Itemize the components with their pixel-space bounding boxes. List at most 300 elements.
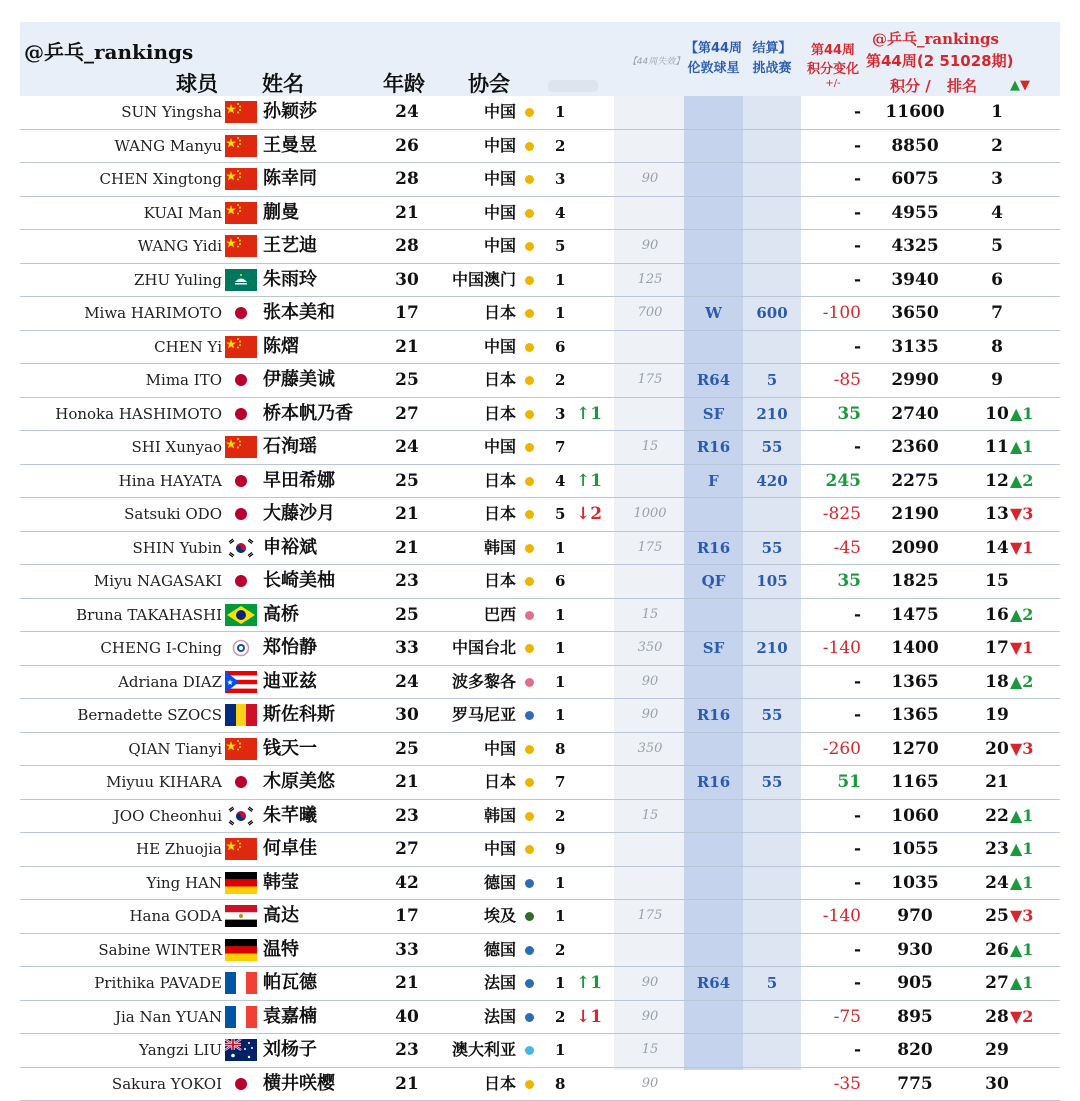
lost-points: 175 [616,900,684,932]
world-rank: 13 [982,498,1012,530]
player-age: 23 [392,800,422,832]
tournament-points [743,230,801,262]
flag-cn-icon [225,436,257,458]
points-change: -140 [801,632,861,664]
association-dot-icon [525,410,534,419]
association-rank-change: ↓2 [576,498,602,530]
player-association: 中国 [484,833,516,865]
player-association: 中国 [484,130,516,162]
flag-jp-icon [225,403,257,425]
player-english-name: HE Zhuojia [136,833,222,865]
player-age: 21 [392,197,422,229]
header-points-line1: 结算】 [743,39,801,58]
association-rank: 7 [555,766,565,798]
header-rank-change: ▲▼ [1010,78,1030,93]
player-association: 法国 [484,967,516,999]
association-dot-icon [525,376,534,385]
player-age: 21 [392,532,422,564]
world-rank: 6 [982,264,1012,296]
lost-points: 90 [616,1001,684,1033]
tournament-result: QF [684,565,743,597]
header-score: 积分 / [890,75,931,96]
player-english-name: SHI Xunyao [132,431,223,463]
association-dot-icon [525,544,534,553]
association-rank: 1 [555,666,565,698]
header-name: 姓名 [262,68,304,98]
association-rank: 1 [555,599,565,631]
association-rank: 1 [555,1034,565,1066]
table-row [20,766,1060,800]
total-points: 1270 [865,733,965,765]
player-association: 埃及 [484,900,516,932]
association-rank: 9 [555,833,565,865]
table-row [20,297,1060,331]
player-association: 巴西 [484,599,516,631]
rank-change: ▼1 [1010,532,1033,564]
player-association: 韩国 [484,800,516,832]
player-chinese-name: 王艺迪 [263,230,317,262]
table-row [20,967,1060,1001]
tournament-points [743,599,801,631]
player-chinese-name: 桥本帆乃香 [263,398,353,430]
player-english-name: Jia Nan YUAN [115,1001,222,1033]
tournament-points [743,666,801,698]
association-dot-icon [525,276,534,285]
tournament-result [684,800,743,832]
player-chinese-name: 高桥 [263,599,299,631]
flag-cn-icon [225,738,257,760]
tournament-result [684,733,743,765]
player-english-name: CHEN Yi [154,331,222,363]
player-age: 25 [392,599,422,631]
tournament-result [684,163,743,195]
table-row [20,364,1060,398]
association-rank: 8 [555,1068,565,1100]
points-change: -75 [801,1001,861,1033]
tournament-points: 55 [743,699,801,731]
association-dot-icon [525,879,534,888]
rank-change: ▲1 [1010,398,1033,430]
player-english-name: Sakura YOKOI [112,1068,222,1100]
player-chinese-name: 张本美和 [263,297,335,329]
table-row [20,599,1060,633]
points-change: - [801,967,861,999]
table-row [20,331,1060,365]
association-dot-icon [525,577,534,586]
rank-change: ▲2 [1010,465,1033,497]
tournament-result: R64 [684,364,743,396]
player-english-name: Sabine WINTER [98,934,222,966]
table-row [20,1001,1060,1035]
flag-tpe-icon [225,637,257,659]
world-rank: 27 [982,967,1012,999]
flag-cn-icon [225,336,257,358]
points-change: - [801,833,861,865]
total-points: 2990 [865,364,965,396]
player-english-name: CHEN Xingtong [100,163,222,195]
tournament-result [684,1001,743,1033]
points-change: 51 [801,766,861,798]
tournament-points [743,331,801,363]
association-rank: 7 [555,431,565,463]
total-points: 775 [865,1068,965,1100]
world-rank: 19 [982,699,1012,731]
flag-jp-icon [225,1073,257,1095]
player-age: 23 [392,565,422,597]
player-chinese-name: 石洵瑶 [263,431,317,463]
player-age: 28 [392,163,422,195]
player-english-name: JOO Cheonhui [114,800,222,832]
points-change: -45 [801,532,861,564]
player-chinese-name: 木原美悠 [263,766,335,798]
tournament-result [684,130,743,162]
rank-change: ▲1 [1010,967,1033,999]
lost-points [616,197,684,229]
player-english-name: Mima ITO [146,364,222,396]
player-association: 日本 [484,364,516,396]
player-english-name: Adriana DIAZ [118,666,222,698]
total-points: 1055 [865,833,965,865]
world-rank: 21 [982,766,1012,798]
tournament-points [743,264,801,296]
total-points: 1475 [865,599,965,631]
flag-jp-icon [225,503,257,525]
points-change: - [801,163,861,195]
flag-jp-icon [225,570,257,592]
player-age: 25 [392,465,422,497]
rank-change: ▼3 [1010,733,1033,765]
total-points: 3940 [865,264,965,296]
points-change: 35 [801,565,861,597]
total-points: 1165 [865,766,965,798]
lost-points [616,465,684,497]
association-dot-icon [525,142,534,151]
world-rank: 29 [982,1034,1012,1066]
world-rank: 14 [982,532,1012,564]
points-change: -140 [801,900,861,932]
player-association: 日本 [484,398,516,430]
points-change: - [801,1034,861,1066]
flag-cn-icon [225,202,257,224]
association-dot-icon [525,912,534,921]
association-rank-change: ↓1 [576,1001,602,1033]
tournament-result [684,934,743,966]
total-points: 2275 [865,465,965,497]
flag-kr-icon [225,805,257,827]
world-rank: 25 [982,900,1012,932]
header-lost-points: 【44周失效】 [624,54,688,67]
player-association: 德国 [484,934,516,966]
association-rank: 2 [555,800,565,832]
lost-points: 15 [616,599,684,631]
flag-ro-icon [225,704,257,726]
association-rank: 3 [555,163,565,195]
association-dot-icon [525,644,534,653]
world-rank: 8 [982,331,1012,363]
tournament-points: 210 [743,398,801,430]
player-association: 法国 [484,1001,516,1033]
world-rank: 12 [982,465,1012,497]
lost-points: 350 [616,632,684,664]
lost-points: 90 [616,967,684,999]
tournament-result: W [684,297,743,329]
total-points: 3135 [865,331,965,363]
world-rank: 22 [982,800,1012,832]
flag-cn-icon [225,135,257,157]
player-age: 21 [392,498,422,530]
player-chinese-name: 刘杨子 [263,1034,317,1066]
player-chinese-name: 温特 [263,934,299,966]
tournament-points [743,800,801,832]
world-rank: 9 [982,364,1012,396]
association-dot-icon [525,946,534,955]
table-row [20,733,1060,767]
association-rank: 5 [555,498,565,530]
header-points-line2: 挑战赛 [743,59,801,78]
association-dot-icon [525,678,534,687]
world-rank: 3 [982,163,1012,195]
table-row [20,1034,1060,1068]
world-rank: 1 [982,96,1012,128]
lost-points: 15 [616,800,684,832]
total-points: 2190 [865,498,965,530]
player-chinese-name: 帕瓦德 [263,967,317,999]
player-age: 21 [392,766,422,798]
table-row [20,465,1060,499]
player-age: 24 [392,666,422,698]
flag-mo-icon [225,269,257,291]
flag-fr-icon [225,972,257,994]
world-rank: 26 [982,934,1012,966]
table-row [20,934,1060,968]
tournament-result [684,1068,743,1100]
player-english-name: Honoka HASHIMOTO [55,398,222,430]
player-english-name: CHENG I-Ching [100,632,222,664]
points-change: 245 [801,465,861,497]
points-change: -825 [801,498,861,530]
table-row [20,666,1060,700]
association-dot-icon [525,175,534,184]
player-age: 33 [392,934,422,966]
world-rank: 10 [982,398,1012,430]
player-english-name: Hina HAYATA [119,465,222,497]
tournament-result [684,867,743,899]
total-points: 970 [865,900,965,932]
total-points: 1365 [865,699,965,731]
table-row [20,632,1060,666]
rank-change: ▼1 [1010,632,1033,664]
tournament-points [743,900,801,932]
points-change: - [801,264,861,296]
association-rank: 1 [555,967,565,999]
table-row [20,431,1060,465]
lost-points: 90 [616,666,684,698]
player-chinese-name: 陈熠 [263,331,299,363]
table-row [20,498,1060,532]
lost-points [616,867,684,899]
lost-points: 175 [616,364,684,396]
tournament-result [684,833,743,865]
tournament-points [743,130,801,162]
points-change: - [801,699,861,731]
tournament-points: 55 [743,532,801,564]
tournament-points: 55 [743,766,801,798]
association-rank: 1 [555,900,565,932]
association-dot-icon [525,745,534,754]
total-points: 1035 [865,867,965,899]
tournament-points [743,833,801,865]
lost-points [616,766,684,798]
lost-points: 90 [616,163,684,195]
world-rank: 18 [982,666,1012,698]
player-chinese-name: 郑怡静 [263,632,317,664]
player-english-name: Ying HAN [146,867,222,899]
player-chinese-name: 王曼昱 [263,130,317,162]
world-rank: 23 [982,833,1012,865]
player-chinese-name: 陈幸同 [263,163,317,195]
points-change: - [801,331,861,363]
flag-fr-icon [225,1006,257,1028]
player-association: 中国 [484,733,516,765]
points-change: - [801,934,861,966]
flag-kr-icon [225,537,257,559]
association-dot-icon [525,343,534,352]
player-chinese-name: 何卓佳 [263,833,317,865]
tournament-result [684,1034,743,1066]
tournament-points [743,1034,801,1066]
association-dot-icon [525,1080,534,1089]
total-points: 820 [865,1034,965,1066]
table-row [20,230,1060,264]
points-change: - [801,230,861,262]
player-chinese-name: 早田希娜 [263,465,335,497]
ranking-rows [20,96,1060,1101]
tournament-points [743,96,801,128]
player-association: 日本 [484,498,516,530]
player-association: 日本 [484,766,516,798]
tournament-result: F [684,465,743,497]
association-rank: 4 [555,465,565,497]
tournament-result [684,197,743,229]
total-points: 1365 [865,666,965,698]
lost-points [616,331,684,363]
table-row [20,699,1060,733]
player-english-name: KUAI Man [144,197,222,229]
association-rank: 3 [555,398,565,430]
total-points: 2360 [865,431,965,463]
rank-change: ▲1 [1010,800,1033,832]
player-association: 中国 [484,197,516,229]
flag-br-icon [225,604,257,626]
association-rank: 2 [555,1001,565,1033]
points-change: - [801,431,861,463]
player-association: 澳大利亚 [452,1034,516,1066]
total-points: 4325 [865,230,965,262]
association-rank-change: ↑1 [576,465,602,497]
rank-change: ▲1 [1010,833,1033,865]
player-chinese-name: 斯佐科斯 [263,699,335,731]
tournament-result [684,900,743,932]
rank-change: ▼3 [1010,900,1033,932]
player-english-name: Bernadette SZOCS [77,699,222,731]
association-rank-change: ↑1 [576,967,602,999]
association-rank: 4 [555,197,565,229]
player-english-name: Miyuu KIHARA [106,766,222,798]
header-rank: 排名 [947,75,977,96]
player-age: 17 [392,900,422,932]
lost-points: 15 [616,1034,684,1066]
player-association: 日本 [484,1068,516,1100]
tournament-result: R16 [684,431,743,463]
player-association: 韩国 [484,532,516,564]
points-change: - [801,867,861,899]
association-rank: 5 [555,230,565,262]
tournament-points [743,733,801,765]
tournament-points: 5 [743,364,801,396]
table-header [20,22,1060,96]
lost-points [616,398,684,430]
association-dot-icon [525,510,534,519]
points-change: -35 [801,1068,861,1100]
player-age: 25 [392,733,422,765]
tournament-points [743,867,801,899]
lost-points [616,833,684,865]
lost-points: 90 [616,1068,684,1100]
tournament-points [743,1001,801,1033]
player-chinese-name: 申裕斌 [263,532,317,564]
table-row [20,264,1060,298]
table-row [20,96,1060,130]
player-english-name: Bruna TAKAHASHI [76,599,222,631]
tournament-points: 105 [743,565,801,597]
player-chinese-name: 朱芊曦 [263,800,317,832]
brand-title: @乒乓_rankings [24,36,193,65]
rank-change: ▼3 [1010,498,1033,530]
association-dot-icon [525,1013,534,1022]
player-association: 罗马尼亚 [452,699,516,731]
table-row [20,833,1060,867]
player-chinese-name: 钱天一 [263,733,317,765]
player-english-name: WANG Yidi [138,230,222,262]
rank-change: ▲1 [1010,431,1033,463]
tournament-result: R64 [684,967,743,999]
header-result-line1: 【第44周 [684,39,743,58]
player-chinese-name: 横井咲樱 [263,1068,335,1100]
flag-au-icon [225,1039,257,1061]
flag-cn-icon [225,235,257,257]
points-change: - [801,96,861,128]
world-rank: 4 [982,197,1012,229]
association-rank: 6 [555,331,565,363]
lost-points: 90 [616,230,684,262]
world-rank: 2 [982,130,1012,162]
player-age: 27 [392,398,422,430]
flag-jp-icon [225,302,257,324]
world-rank: 7 [982,297,1012,329]
association-dot-icon [525,309,534,318]
association-dot-icon [525,711,534,720]
total-points: 1825 [865,565,965,597]
total-points: 6075 [865,163,965,195]
player-age: 30 [392,264,422,296]
tournament-result [684,498,743,530]
association-dot-icon [525,979,534,988]
total-points: 3650 [865,297,965,329]
lost-points [616,130,684,162]
association-dot-icon [525,1046,534,1055]
points-change: -85 [801,364,861,396]
world-rank: 30 [982,1068,1012,1100]
